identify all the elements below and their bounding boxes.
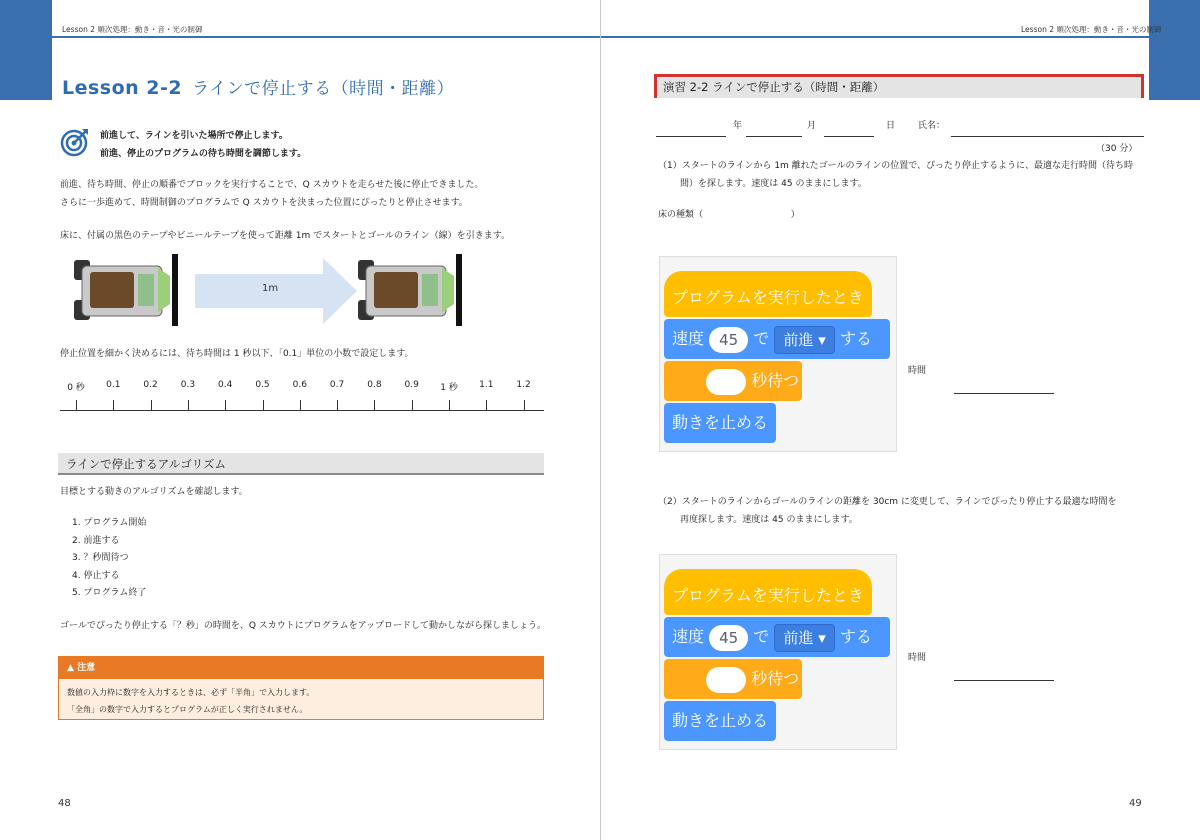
block-program-2 — [659, 554, 897, 750]
scale-tick-label: 0.6 — [292, 380, 307, 390]
caution-header — [59, 657, 543, 679]
speed-input[interactable]: 45 — [709, 327, 748, 353]
chevron-down-icon: ▾ — [818, 628, 826, 647]
lesson-subtitle: ラインで停止する（時間・距離） — [192, 79, 455, 99]
scale-tick-label: 0.9 — [404, 380, 419, 390]
time-limit: （30 分） — [1096, 144, 1138, 154]
scale-tick — [76, 400, 77, 410]
time-answer-field[interactable] — [954, 393, 1054, 394]
move-speed-block[interactable]: 速度 45 で 前進 ▾ する — [664, 617, 890, 657]
time-scale — [60, 380, 544, 416]
when-run-block[interactable]: プログラムを実行したとき — [664, 271, 872, 317]
running-head: Lesson 2 順次処理：動き・音・光の制御 — [1021, 25, 1162, 34]
day-field[interactable] — [824, 136, 874, 137]
question-1: （1）スタートのラインから 1m 離れたゴールのラインの位置で、ぴったり停止するように、最適な走行時間（待ち時 間）を探します。速度は 45 のままにします。 — [658, 161, 1134, 189]
date-name-row — [600, 116, 1200, 138]
intro-paragraph: 前進、待ち時間、停止の順番でブロックを実行することで、Q スカウトを走らせた後に停止できました。 さらに一歩進めて、時間制御のプログラムで Q スカウトを決まった位置にぴったりと停止させます。 — [60, 180, 484, 208]
list-item: 2. 前進する — [72, 535, 120, 546]
scale-tick-label: 1 秒 — [440, 383, 458, 393]
chapter-tab — [0, 0, 52, 100]
year-field[interactable] — [656, 136, 726, 137]
warning-icon: ▲ — [67, 663, 74, 673]
name-label: 氏名： — [918, 121, 946, 131]
scale-tick-label: 0.5 — [255, 380, 270, 390]
scale-tick — [486, 400, 487, 410]
wait-seconds-input[interactable] — [706, 667, 746, 693]
block-program-1 — [659, 256, 897, 452]
scale-tick — [225, 400, 226, 410]
scale-caption: 停止位置を細かく決めるには、待ち時間は 1 秒以下、「0.1」単位の小数で設定します。 — [60, 349, 414, 359]
header-rule — [52, 36, 600, 38]
page-number: 49 — [1129, 798, 1142, 809]
algo-intro: 目標とする動きのアルゴリズムを確認します。 — [60, 487, 248, 497]
scale-tick-label: 0.3 — [180, 380, 196, 390]
scale-tick-label: 0.8 — [367, 380, 382, 390]
time-label: 時間 — [908, 366, 927, 376]
robot-start-image — [72, 254, 180, 326]
direction-dropdown[interactable]: 前進 ▾ — [774, 326, 834, 354]
caution-box — [58, 656, 544, 720]
section-heading: ラインで停止するアルゴリズム — [58, 453, 544, 475]
distance-label: 1m — [262, 283, 279, 294]
scale-tick — [449, 400, 450, 410]
algorithm-list — [72, 515, 146, 603]
time-answer-field[interactable] — [954, 680, 1054, 681]
lesson-number: Lesson 2-2 — [62, 77, 183, 99]
scale-tick — [524, 400, 525, 410]
wait-seconds-input[interactable] — [706, 369, 746, 395]
scale-tick-label: 0.1 — [106, 380, 121, 390]
algo-outro: ゴールでぴったり停止する「？秒」の時間を、Q スカウトにプログラムをアップロードして動かしながら探しましょう。 — [60, 621, 547, 631]
robot-goal-image — [356, 254, 464, 326]
scale-axis — [60, 410, 544, 411]
year-label: 年 — [733, 121, 743, 131]
time-label: 時間 — [908, 653, 927, 663]
direction-dropdown[interactable]: 前進 ▾ — [774, 624, 834, 652]
speed-input[interactable]: 45 — [709, 625, 748, 651]
running-head: Lesson 2 順次処理：動き・音・光の制御 — [62, 25, 203, 34]
scale-tick-label: 0.4 — [218, 380, 233, 390]
chapter-tab — [1149, 0, 1200, 100]
month-field[interactable] — [746, 136, 802, 137]
scale-tick — [263, 400, 264, 410]
scale-tick-label: 0.7 — [329, 380, 345, 390]
scale-tick-label: 1.1 — [479, 380, 494, 390]
chevron-down-icon: ▾ — [818, 330, 826, 349]
goal-text: 前進して、ラインを引いた場所で停止します。 前進、停止のプログラムの待ち時間を調節します。 — [100, 131, 307, 159]
scale-tick-label: 1.2 — [516, 380, 531, 390]
scale-tick — [113, 400, 114, 410]
scale-tick-label: 0 秒 — [67, 383, 85, 393]
day-label: 日 — [886, 121, 896, 131]
stop-block[interactable]: 動きを止める — [664, 701, 776, 741]
list-item: 4. 停止する — [72, 570, 120, 581]
exercise-title: 演習 2-2 ラインで停止する（時間・距離） — [654, 74, 1144, 98]
scale-tick — [374, 400, 375, 410]
page-number: 48 — [58, 798, 71, 809]
scale-tick — [337, 400, 338, 410]
scale-tick — [151, 400, 152, 410]
list-item: 1. プログラム開始 — [72, 518, 147, 528]
floor-type: 床の種類（ ） — [658, 210, 800, 220]
month-label: 月 — [807, 121, 817, 131]
caution-title: 注意 — [77, 663, 96, 673]
target-icon — [60, 127, 90, 157]
list-item: 5. プログラム終了 — [72, 588, 147, 598]
caution-body: 数値の入力枠に数字を入力するときは、必ず「半角」で入力します。 「全角」の数字で入力するとプログラムが正しく実行されません。 — [67, 688, 315, 714]
question-2: （2）スタートのラインからゴールのラインの距離を 30cm に変更して、ラインでぴったり停止する最適な時間を 再度探します。速度は 45 のままにします。 — [658, 497, 1117, 525]
scale-tick — [412, 400, 413, 410]
wait-block[interactable]: 秒待つ — [664, 361, 802, 401]
list-item: 3. ？秒間待つ — [72, 553, 129, 563]
lesson-title — [62, 74, 454, 99]
move-speed-block[interactable]: 速度 45 で 前進 ▾ する — [664, 319, 890, 359]
scale-tick — [188, 400, 189, 410]
scale-tick-label: 0.2 — [143, 380, 158, 390]
line-instruction: 床に、付属の黒色のテープやビニールテープを使って距離 1m でスタートとゴールのライン（線）を引きます。 — [60, 231, 510, 241]
stop-block[interactable]: 動きを止める — [664, 403, 776, 443]
name-field[interactable] — [951, 136, 1144, 137]
header-rule — [601, 36, 1149, 38]
when-run-block[interactable]: プログラムを実行したとき — [664, 569, 872, 615]
scale-tick — [300, 400, 301, 410]
wait-block[interactable]: 秒待つ — [664, 659, 802, 699]
